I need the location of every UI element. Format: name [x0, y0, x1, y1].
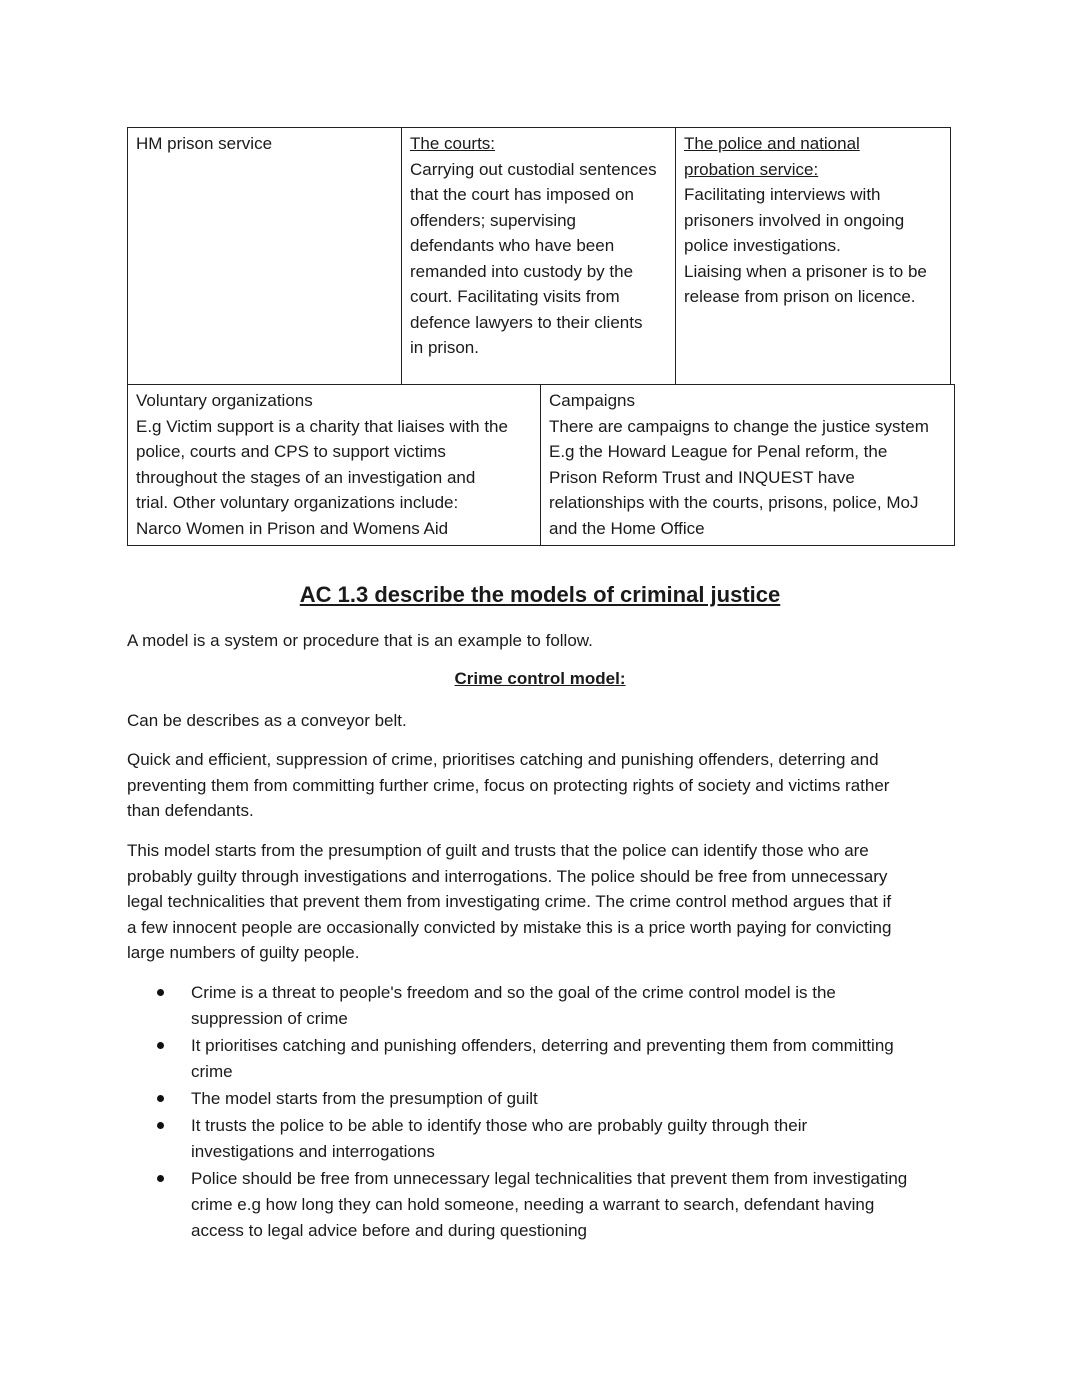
list-item-line: crime e.g how long they can hold someone, needing a warrant to search, defendant having: [191, 1195, 875, 1214]
table-row: [128, 385, 955, 546]
cell-line: police investigations.: [684, 236, 841, 255]
cell-line: throughout the stages of an investigation and: [136, 467, 476, 487]
cell-line: in prison.: [410, 338, 479, 357]
cell-heading: Voluntary organizations: [136, 391, 313, 410]
list-item-line: Police should be free from unnecessary legal technicalities that prevent them from investigating: [191, 1169, 908, 1188]
crime-control-subheading: Crime control model:: [454, 669, 626, 688]
cell-heading: The courts:: [410, 134, 496, 153]
list-item-line: access to legal advice before and during questioning: [191, 1221, 587, 1240]
paragraph-line: a few innocent people are occasionally convicted by mistake this is a price worth paying for convicting: [127, 917, 892, 937]
bullet-icon: [157, 989, 164, 996]
agencies-table: [127, 127, 951, 385]
list-item: [127, 1033, 957, 1085]
list-item-line: Crime is a threat to people's freedom and so the goal of the crime control model is the: [191, 983, 836, 1002]
list-item-line: It prioritises catching and punishing offenders, deterring and preventing them from committing: [191, 1036, 894, 1055]
paragraph-line: This model starts from the presumption of guilt and trusts that the police can identify those who are: [127, 841, 869, 860]
paragraph-line: preventing them from committing further crime, focus on protecting rights of society and victims rather: [127, 775, 890, 795]
cell-line: E.g Victim support is a charity that liaises with the: [136, 416, 508, 436]
table-row: [128, 128, 951, 385]
hm-prison-service-cell: [128, 128, 402, 385]
courts-cell: [402, 128, 676, 385]
cell-line: police, courts and CPS to support victims: [136, 442, 446, 461]
cell-line: E.g the Howard League for Penal reform, the: [549, 442, 888, 461]
cell-line: and the Home Office: [549, 518, 705, 538]
bullet-icon: [157, 1175, 164, 1182]
list-item-line: investigations and interrogations: [191, 1142, 435, 1161]
paragraph-line: than defendants.: [127, 801, 254, 820]
intro-paragraph: A model is a system or procedure that is an example to follow.: [127, 631, 593, 650]
paragraph-line: probably guilty through investigations and interrogations. The police should be free from unnecessary: [127, 866, 888, 886]
list-item: [127, 1086, 957, 1112]
cell-heading: The police and national: [684, 134, 860, 153]
voluntary-organizations-cell: [128, 385, 541, 546]
campaigns-cell: [541, 385, 955, 546]
cell-line: defence lawyers to their clients: [410, 312, 643, 332]
cell-line: release from prison on licence.: [684, 287, 916, 306]
list-item-line: It trusts the police to be able to identify those who are probably guilty through their: [191, 1116, 808, 1135]
summary-paragraph: [127, 747, 957, 824]
cell-line: Narco Women in Prison and Womens Aid: [136, 518, 449, 538]
cell-line: There are campaigns to change the justice system: [549, 416, 929, 436]
cell-line: remanded into custody by the: [410, 261, 634, 281]
section-title: AC 1.3 describe the models of criminal justice: [299, 582, 781, 607]
cell-line: Carrying out custodial sentences: [410, 159, 657, 179]
organizations-table: [127, 384, 955, 546]
conveyor-belt-paragraph: Can be describes as a conveyor belt.: [127, 711, 407, 730]
bullet-icon: [157, 1095, 164, 1102]
cell-line: Prison Reform Trust and INQUEST have: [549, 467, 855, 487]
bullet-icon: [157, 1042, 164, 1049]
paragraph-line: legal technicalities that prevent them from investigating crime. The crime control method argues that if: [127, 892, 892, 911]
cell-heading: HM prison service: [136, 134, 273, 153]
cell-heading: Campaigns: [549, 391, 635, 410]
police-probation-cell: [676, 128, 951, 385]
cell-line: trial. Other voluntary organizations include:: [136, 493, 459, 512]
list-item-line: The model starts from the presumption of guilt: [191, 1089, 538, 1108]
paragraph-line: large numbers of guilty people.: [127, 943, 360, 962]
list-item-line: crime: [191, 1062, 233, 1081]
list-item-line: suppression of crime: [191, 1009, 348, 1028]
paragraph-line: Quick and efficient, suppression of crime, prioritises catching and punishing offenders, deterring and: [127, 750, 879, 769]
list-item: [127, 1113, 957, 1165]
presumption-paragraph: [127, 838, 957, 966]
cell-line: relationships with the courts, prisons, police, MoJ: [549, 493, 919, 512]
cell-line: court. Facilitating visits from: [410, 287, 620, 306]
cell-line: prisoners involved in ongoing: [684, 210, 905, 230]
cell-line: Facilitating interviews with: [684, 185, 881, 204]
cell-line: Liaising when a prisoner is to be: [684, 261, 927, 281]
cell-line: defendants who have been: [410, 236, 615, 255]
bullet-list: [127, 980, 957, 1245]
cell-heading: probation service:: [684, 159, 819, 179]
bullet-icon: [157, 1122, 164, 1129]
cell-line: offenders; supervising: [410, 210, 577, 230]
list-item: [127, 980, 957, 1032]
list-item: [127, 1166, 957, 1244]
cell-line: that the court has imposed on: [410, 185, 634, 204]
